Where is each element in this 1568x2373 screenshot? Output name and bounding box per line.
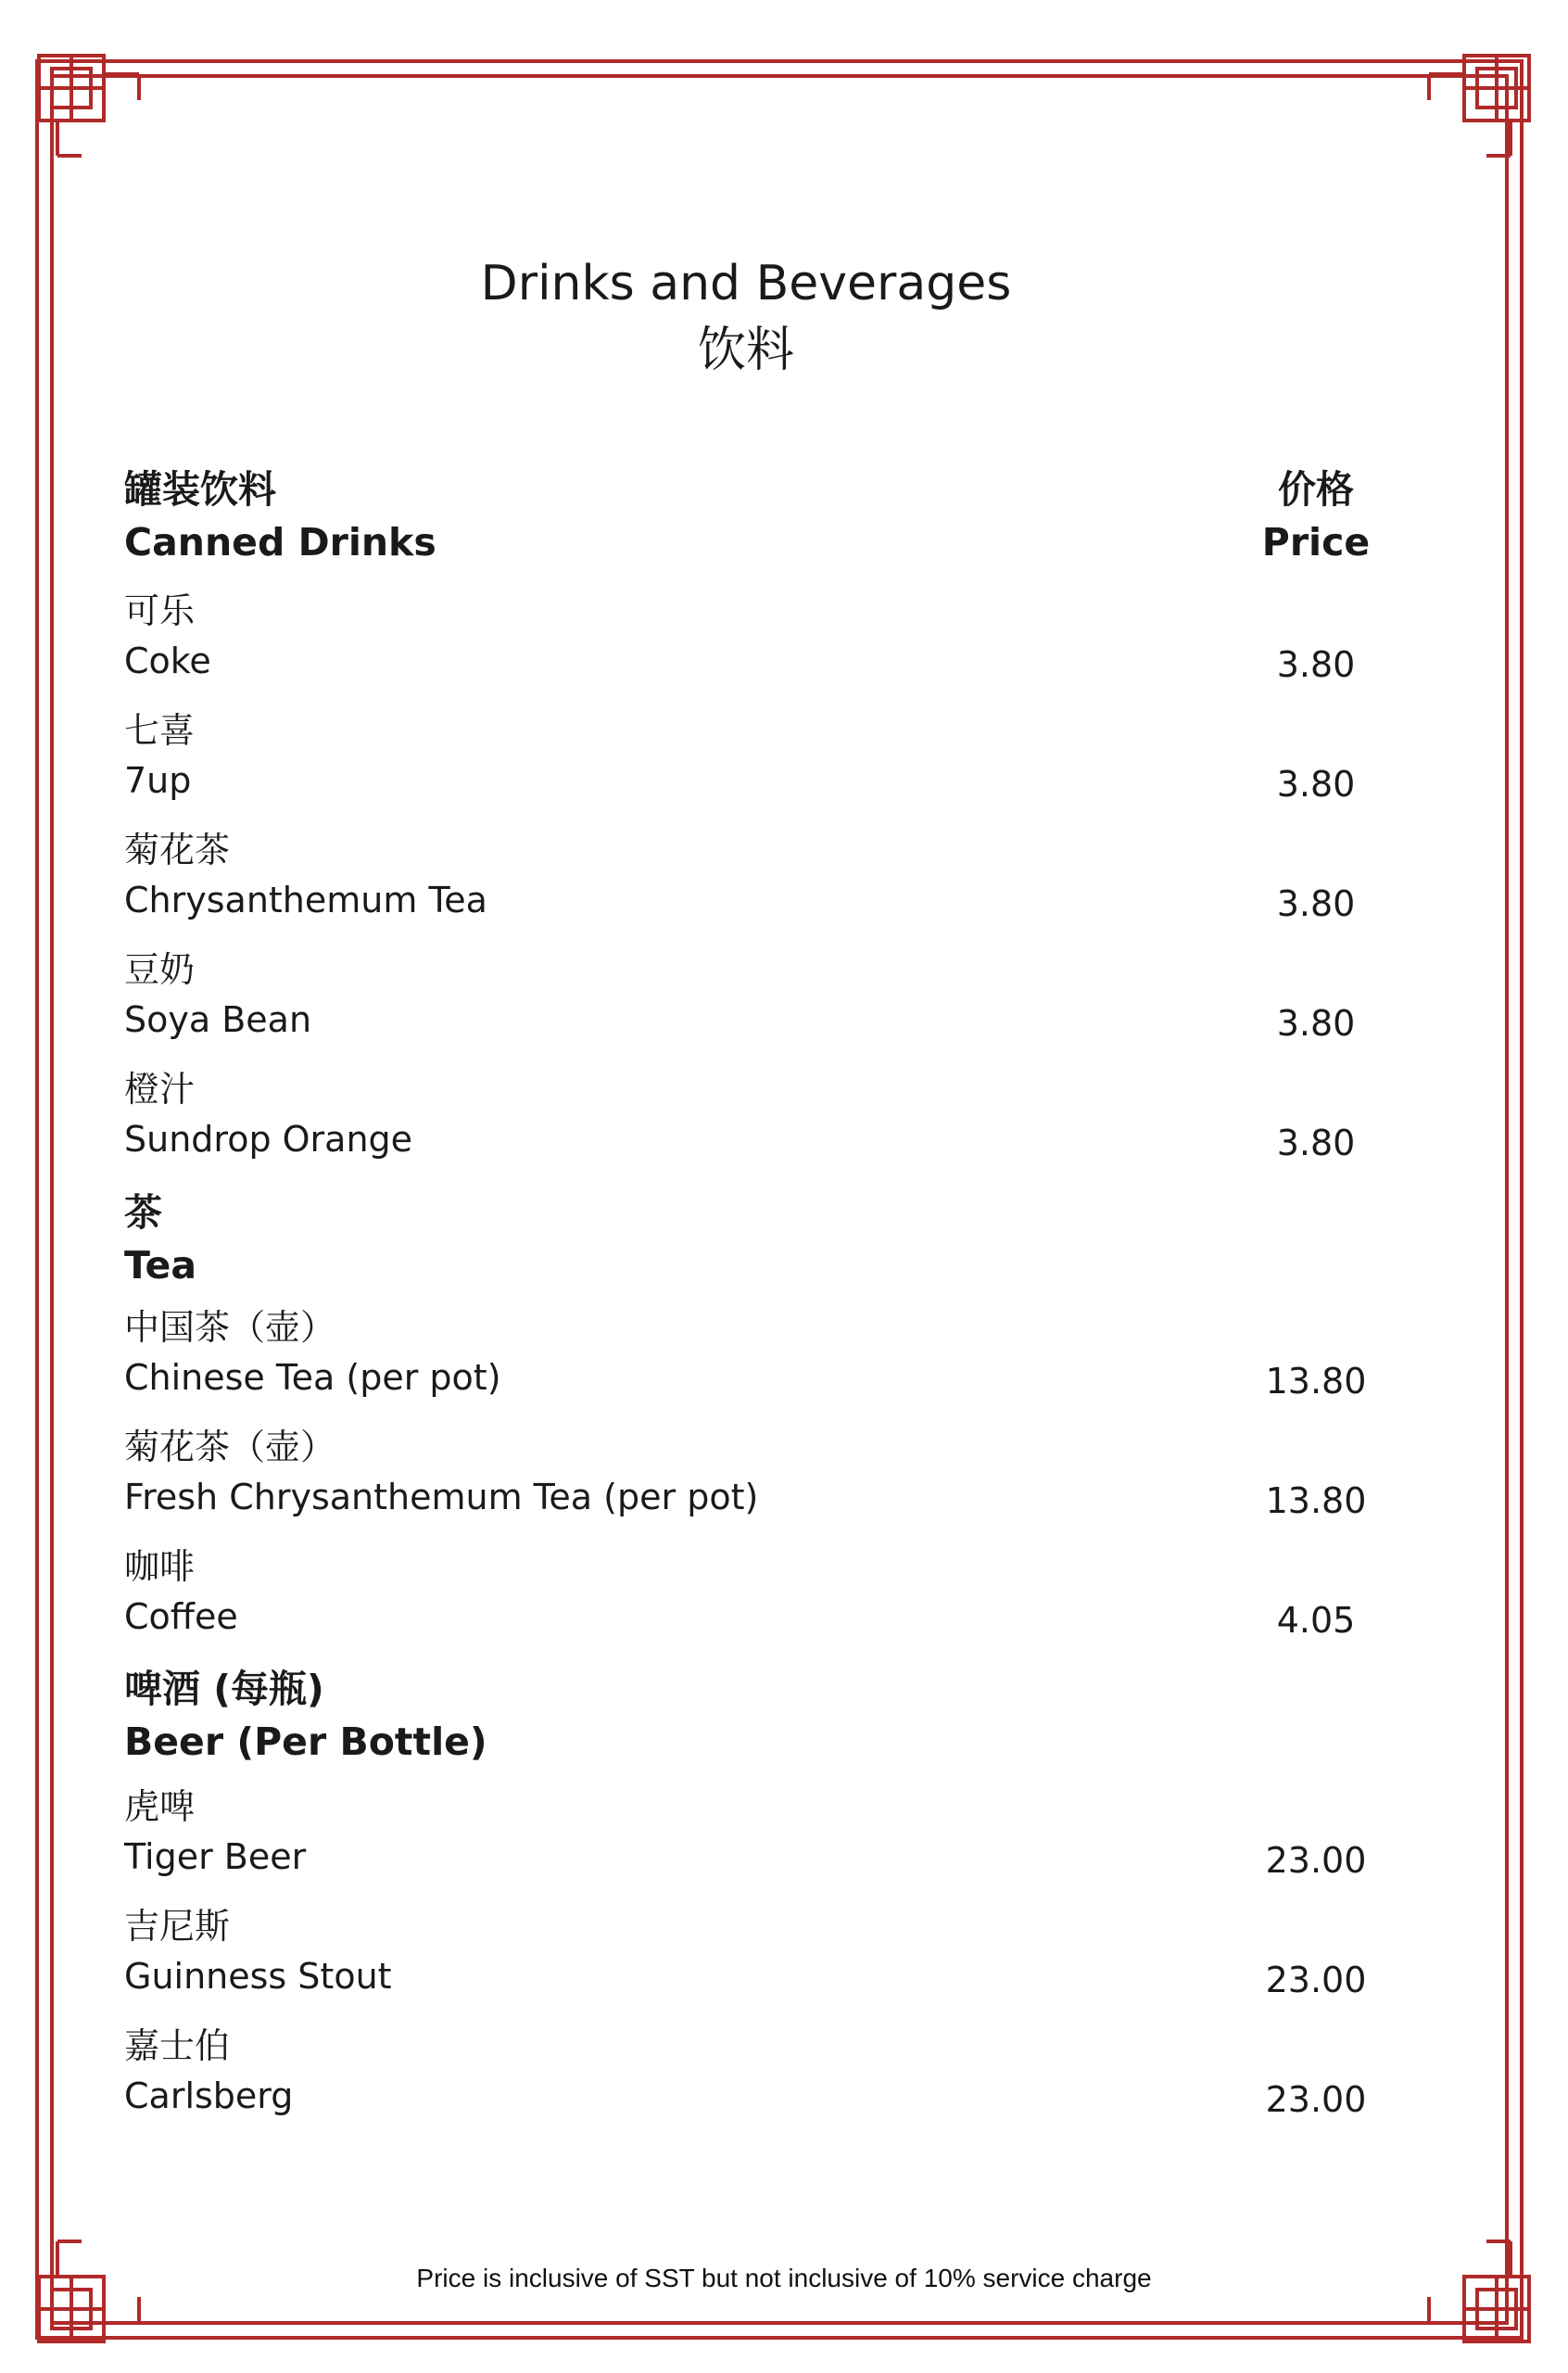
menu-item-guinness-stout [124, 1906, 1422, 2011]
footer-note: Price is inclusive of SST but not inclusive of 10% service charge [416, 2264, 1152, 2292]
section-heading-tea [124, 1190, 196, 1288]
item-name-en: 7up [124, 760, 192, 801]
item-name-en: Chinese Tea (per pot) [124, 1357, 501, 1398]
corner-ornament-bottom-left [39, 2241, 139, 2341]
menu-item-coke [124, 590, 1422, 695]
menu-item-chinese-tea [124, 1307, 1422, 1412]
item-name-zh: 橙汁 [124, 1069, 196, 1110]
item-price: 23.00 [1265, 1960, 1367, 2000]
corner-ornament-bottom-right [1429, 2241, 1529, 2341]
item-name-en: Tiger Beer [124, 1836, 307, 1877]
item-name-en: Coke [124, 641, 211, 681]
menu-item-fresh-chrysanthemum-tea [124, 1429, 1422, 1531]
item-name-en: Guinness Stout [124, 1956, 392, 1997]
item-name-zh: 咖啡 [124, 1546, 196, 1587]
section-heading-zh: 罐装饮料 [124, 467, 276, 512]
corner-ornament-top-right [1429, 56, 1529, 156]
item-name-zh: 菊花茶 [124, 830, 231, 870]
corner-ornament-top-left [39, 56, 139, 156]
item-name-zh: 菊花茶（壶） [124, 1427, 336, 1467]
item-name-zh: 虎啤 [124, 1786, 196, 1827]
page-title-chinese: 饮料 [697, 323, 794, 378]
item-price: 3.80 [1276, 644, 1356, 685]
section-heading-zh: 茶 [124, 1190, 162, 1235]
item-name-en: Sundrop Orange [124, 1119, 413, 1160]
item-name-zh: 吉尼斯 [124, 1906, 231, 1947]
section-heading-canned-drinks [124, 467, 436, 565]
page-title: Drinks and Beverages [480, 256, 1012, 311]
menu-item-7up [124, 710, 1422, 815]
item-name-en: Chrysanthemum Tea [124, 880, 487, 920]
item-name-zh: 中国茶（壶） [124, 1307, 336, 1348]
item-price: 3.80 [1276, 764, 1356, 805]
section-heading-en: Beer (Per Bottle) [124, 1719, 487, 1764]
section-heading-en: Canned Drinks [124, 520, 436, 565]
menu-item-carlsberg [124, 2025, 1422, 2130]
item-price: 3.80 [1276, 883, 1356, 924]
section-heading-en: Tea [124, 1243, 196, 1288]
item-price: 23.00 [1265, 2079, 1367, 2120]
item-name-en: Carlsberg [124, 2075, 294, 2116]
section-heading-zh: 啤酒 (每瓶) [124, 1667, 324, 1711]
menu-item-sundrop-orange [124, 1069, 1422, 1174]
item-price: 13.80 [1265, 1480, 1367, 1521]
item-name-en: Fresh Chrysanthemum Tea (per pot) [124, 1477, 759, 1517]
price-header-en: Price [1261, 520, 1371, 565]
item-name-en: Soya Bean [124, 999, 312, 1040]
menu-item-soya-bean [124, 949, 1422, 1054]
item-name-zh: 豆奶 [124, 949, 196, 990]
price-header-zh: 价格 [1278, 467, 1354, 512]
menu-item-coffee [124, 1546, 1422, 1651]
item-name-zh: 嘉士伯 [124, 2025, 231, 2066]
item-name-zh: 可乐 [124, 590, 196, 631]
item-price: 3.80 [1276, 1003, 1356, 1044]
price-column-header [1216, 467, 1416, 565]
item-name-zh: 七喜 [124, 710, 196, 751]
menu-item-tiger-beer [124, 1786, 1422, 1891]
item-price: 3.80 [1276, 1123, 1356, 1163]
section-heading-beer [124, 1667, 487, 1764]
item-price: 13.80 [1265, 1361, 1367, 1402]
item-name-en: Coffee [124, 1596, 238, 1637]
menu-item-chrysanthemum-tea [124, 832, 1422, 934]
item-price: 23.00 [1265, 1840, 1367, 1881]
item-price: 4.05 [1276, 1600, 1356, 1641]
